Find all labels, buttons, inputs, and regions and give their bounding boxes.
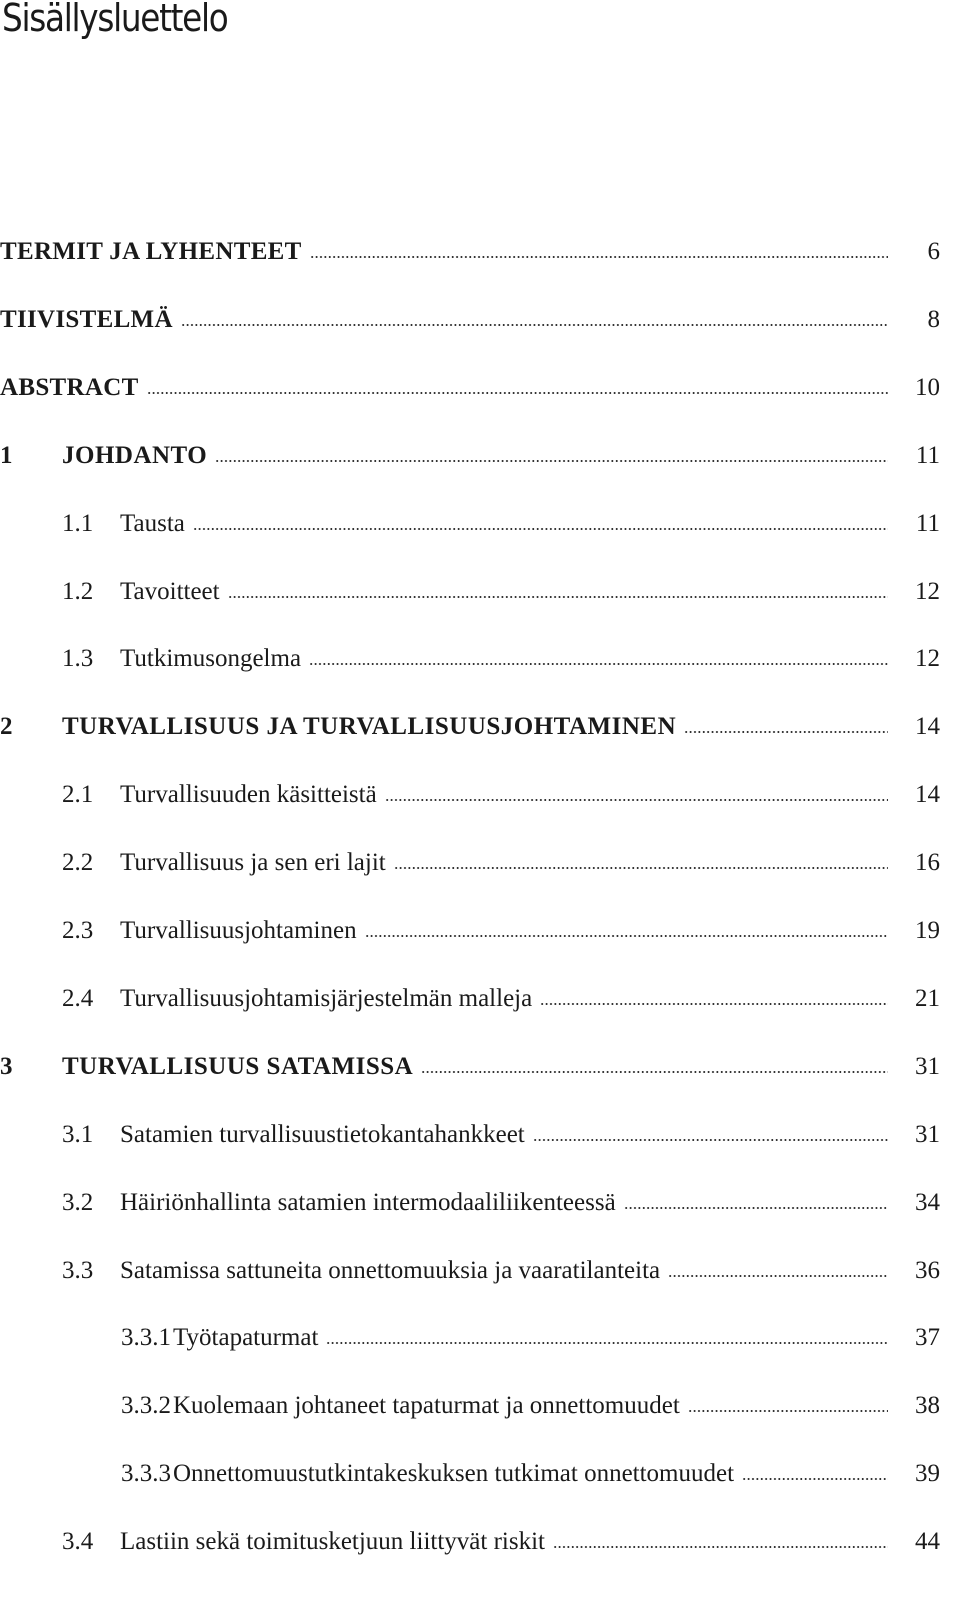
toc-entry[interactable] xyxy=(0,979,940,1019)
toc-entry-label: Lastiin sekä toimitusketjuun liittyvät riskit xyxy=(120,1528,545,1556)
dot-leader xyxy=(668,1275,888,1277)
toc-entry-number: 1 xyxy=(0,441,13,469)
toc-entry-number: 2.4 xyxy=(62,984,94,1012)
dot-leader xyxy=(394,867,888,869)
toc-entry-page-number: 34 xyxy=(915,1188,940,1216)
toc-entry-page-number: 14 xyxy=(915,781,940,809)
toc-entry[interactable] xyxy=(0,707,940,747)
toc-entry-page-number: 8 xyxy=(927,305,940,333)
toc-entry-page-number: 21 xyxy=(915,984,940,1012)
toc-entry-label: Tavoitteet xyxy=(120,577,220,605)
dot-leader xyxy=(365,935,888,937)
toc-entry[interactable] xyxy=(0,775,940,815)
toc-entry-page-number: 19 xyxy=(915,917,940,944)
toc-entry-label: TIIVISTELMÄ xyxy=(0,305,173,333)
dot-leader xyxy=(193,528,888,530)
toc-entry[interactable] xyxy=(0,1047,940,1087)
toc-entry-page-number: 11 xyxy=(915,509,940,537)
toc-entry-page-number: 31 xyxy=(915,1120,940,1148)
toc-entry-number: 3.3.2 xyxy=(121,1392,171,1420)
toc-entry-page-number: 12 xyxy=(915,645,940,673)
toc-entry-page-number: 44 xyxy=(915,1528,940,1556)
toc-entry[interactable] xyxy=(0,232,940,272)
toc-entry-label: TERMIT JA LYHENTEET xyxy=(0,238,302,265)
toc-entry[interactable] xyxy=(0,639,940,679)
toc-entry-label: Tutkimusongelma xyxy=(120,645,302,673)
toc-entry-number: 1.1 xyxy=(62,509,94,537)
toc-entry-page-number: 6 xyxy=(927,238,940,265)
toc-entry-label: Kuolemaan johtaneet tapaturmat ja onnettomuudet xyxy=(173,1392,680,1420)
dot-leader xyxy=(228,596,888,598)
toc-entry-label: TURVALLISUUS SATAMISSA xyxy=(62,1052,414,1080)
toc-entry-label: TURVALLISUUS JA TURVALLISUUSJOHTAMINEN xyxy=(62,713,677,741)
toc-entry-page-number: 14 xyxy=(915,713,940,741)
toc-entry-number: 1.3 xyxy=(62,645,94,673)
toc-entry[interactable] xyxy=(0,843,940,883)
dot-leader xyxy=(742,1478,888,1480)
toc-entry-page-number: 39 xyxy=(915,1460,940,1488)
toc-entry[interactable] xyxy=(0,911,940,951)
toc-entry[interactable] xyxy=(0,1115,940,1155)
toc-entry-label: Häiriönhallinta satamien intermodaaliliikenteessä xyxy=(120,1188,616,1216)
toc-entry-label: Onnettomuustutkintakeskuksen tutkimat onnettomuudet xyxy=(173,1460,735,1488)
toc-entry-label: ABSTRACT xyxy=(0,373,139,401)
toc-entry[interactable] xyxy=(0,1183,940,1223)
toc-entry-number: 3.4 xyxy=(62,1528,94,1556)
toc-entry-number: 2.2 xyxy=(62,849,94,877)
dot-leader xyxy=(147,392,888,394)
dot-leader xyxy=(385,799,888,801)
toc-entry-number: 3.1 xyxy=(62,1120,94,1148)
dot-leader xyxy=(326,1342,888,1344)
toc-entry-page-number: 36 xyxy=(915,1256,940,1284)
toc-entry-number: 2.1 xyxy=(62,781,94,809)
toc-entry-label: Tausta xyxy=(120,509,185,537)
toc-entry-page-number: 10 xyxy=(915,373,940,401)
toc-entry[interactable] xyxy=(0,1386,940,1426)
toc-entry-label: Työtapaturmat xyxy=(173,1324,319,1352)
toc-entry-page-number: 37 xyxy=(915,1324,940,1352)
toc-entry-page-number: 12 xyxy=(915,577,940,605)
toc-entry-number: 2 xyxy=(0,713,13,741)
toc-entry[interactable] xyxy=(0,436,940,476)
dot-leader xyxy=(309,663,888,665)
toc-entry[interactable] xyxy=(0,572,940,612)
toc-entry-label: Turvallisuus ja sen eri lajit xyxy=(120,849,386,877)
page-title: Sisällysluettelo xyxy=(2,0,228,40)
dot-leader xyxy=(421,1071,888,1073)
dot-leader xyxy=(684,731,888,733)
toc-entry-page-number: 31 xyxy=(915,1052,940,1080)
toc-entry-number: 3.3.1 xyxy=(121,1324,171,1352)
toc-entry-number: 3.3.3 xyxy=(121,1460,171,1488)
toc-entry-label: Satamissa sattuneita onnettomuuksia ja vaaratilanteita xyxy=(120,1256,661,1284)
toc-entry-label: JOHDANTO xyxy=(62,441,208,469)
toc-entry-label: Turvallisuuden käsitteistä xyxy=(120,781,377,809)
dot-leader xyxy=(688,1410,888,1412)
toc-entry-label: Satamien turvallisuustietokantahankkeet xyxy=(120,1120,525,1148)
toc-entry-page-number: 38 xyxy=(915,1392,940,1420)
dot-leader xyxy=(553,1546,888,1548)
toc-entry-number: 3.2 xyxy=(62,1188,94,1216)
dot-leader xyxy=(310,256,888,258)
dot-leader xyxy=(215,460,888,462)
dot-leader xyxy=(181,324,888,326)
toc-entry[interactable] xyxy=(0,368,940,408)
toc-entry[interactable] xyxy=(0,504,940,544)
toc-entry[interactable] xyxy=(0,1522,940,1562)
toc-entry-number: 2.3 xyxy=(62,917,94,944)
toc-entry[interactable] xyxy=(0,300,940,340)
dot-leader xyxy=(624,1207,888,1209)
dot-leader xyxy=(540,1003,888,1005)
toc-entry-label: Turvallisuusjohtamisjärjestelmän malleja xyxy=(120,984,533,1012)
toc-entry[interactable] xyxy=(0,1454,940,1494)
dot-leader xyxy=(533,1139,888,1141)
toc-entry[interactable] xyxy=(0,1318,940,1358)
toc-entry-number: 3 xyxy=(0,1052,13,1080)
toc-entry-page-number: 16 xyxy=(915,849,940,877)
toc-entry[interactable] xyxy=(0,1251,940,1291)
toc-entry-number: 1.2 xyxy=(62,577,94,605)
toc-entry-label: Turvallisuusjohtaminen xyxy=(120,917,357,944)
toc-entry-number: 3.3 xyxy=(62,1256,94,1284)
toc-entry-page-number: 11 xyxy=(915,441,940,469)
